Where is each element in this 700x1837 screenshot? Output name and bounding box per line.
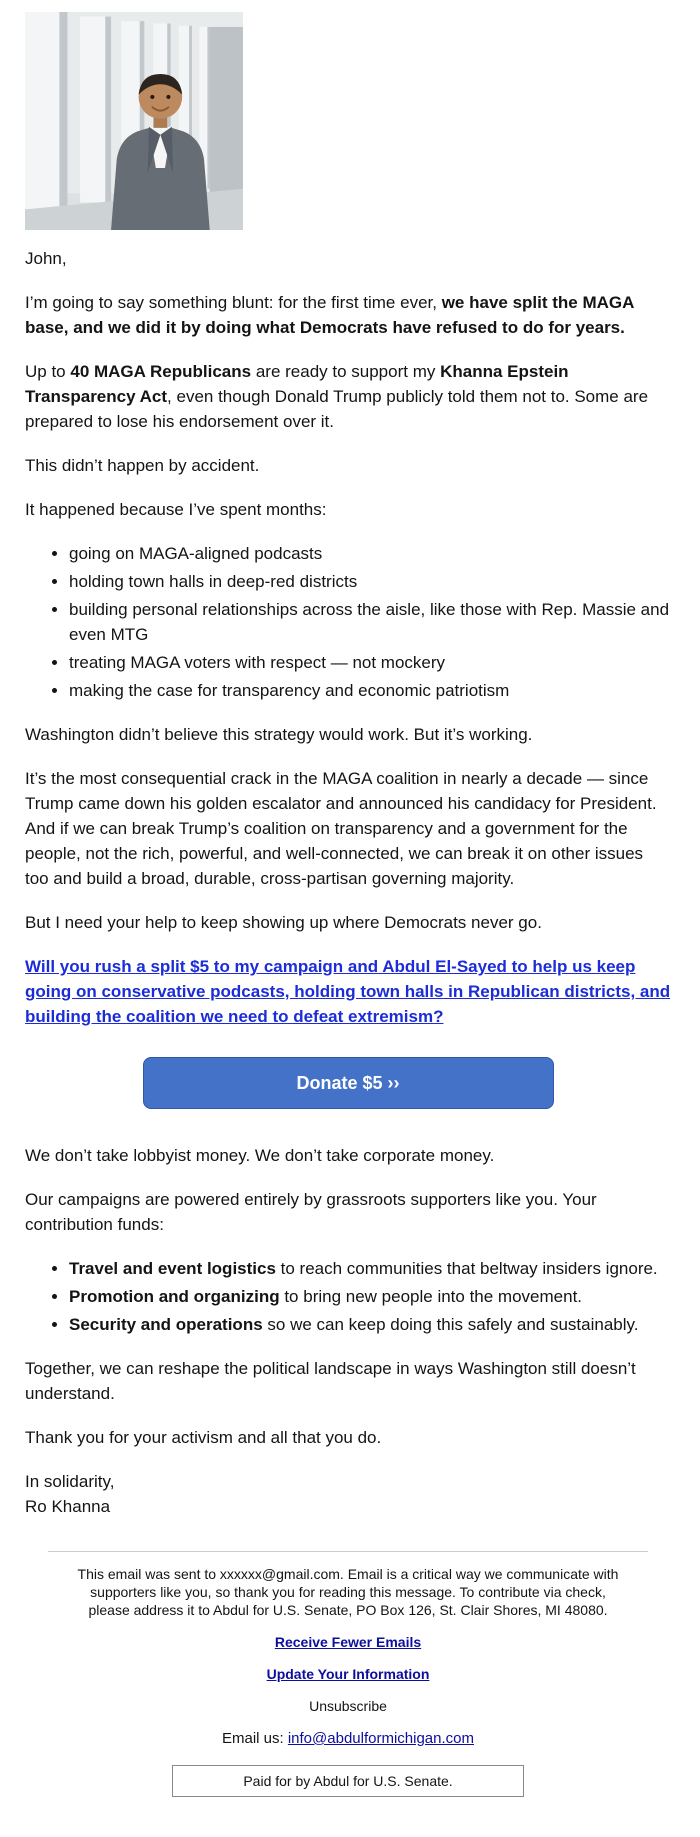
footer-link-row <box>48 1634 648 1651</box>
sender-photo <box>25 12 243 230</box>
donation-ask-link[interactable]: Will you rush a split $5 to my campaign and Abdul El-Sayed to help us keep going on conservative podcasts, holding town halls in Republican districts, and building the coalition we need to defeat extremism? <box>25 957 671 1026</box>
paragraph-accident: This didn’t happen by accident. <box>25 456 260 475</box>
paragraph-lobbyist: We don’t take lobbyist money. We don’t take corporate money. <box>25 1146 495 1165</box>
donate-button[interactable]: Donate $5 ›› <box>143 1057 554 1109</box>
paragraph-blunt <box>25 290 671 340</box>
text-segment: Up to <box>25 362 71 381</box>
list-item: • treating MAGA voters with respect — not mockery <box>69 650 671 675</box>
list-item: • building personal relationships across the aisle, like those with Rep. Massie and even MTG <box>69 597 671 647</box>
text-segment: Email us: <box>221 1730 288 1747</box>
text-segment: I’m going to say something blunt: for the first time ever, <box>25 293 442 312</box>
paragraph-help: But I need your help to keep showing up where Democrats never go. <box>25 913 542 932</box>
list-item <box>69 1284 671 1309</box>
paragraph-together: Together, we can reshape the political landscape in ways Washington still doesn’t understand. <box>25 1359 636 1403</box>
paragraph-thanks: Thank you for your activism and all that you do. <box>25 1428 382 1447</box>
text-segment: to reach communities that beltway insiders ignore. <box>275 1259 658 1278</box>
list-item: • making the case for transparency and economic patriotism <box>69 678 671 703</box>
signoff: In solidarity, <box>25 1472 115 1491</box>
paragraph-washington: Washington didn’t believe this strategy would work. But it’s working. <box>25 725 533 744</box>
text-segment: to bring new people into the movement. <box>279 1287 583 1306</box>
bold-text: Travel and event logistics <box>69 1259 276 1278</box>
list-item: • holding town halls in deep-red districts <box>69 569 671 594</box>
bold-text: we have split the MAGA base, and we did it by doing what Democrats have refused to do for years. <box>25 293 634 337</box>
paragraph-grassroots: Our campaigns are powered entirely by grassroots supporters like you. Your contribution funds: <box>25 1190 597 1234</box>
paragraph-donation-ask <box>25 954 671 1029</box>
greeting: John, <box>25 249 67 268</box>
list-item <box>69 1312 671 1337</box>
footer-link-row <box>48 1666 648 1683</box>
paid-for-disclaimer <box>172 1765 524 1797</box>
strategy-list <box>25 541 671 703</box>
receive-fewer-emails-link[interactable]: Receive Fewer Emails <box>274 1634 422 1650</box>
paragraph-months: It happened because I’ve spent months: <box>25 500 327 519</box>
list-item <box>69 1256 671 1281</box>
text-segment: so we can keep doing this safely and sustainably. <box>262 1315 639 1334</box>
text-segment: , even though Donald Trump publicly told them not to. Some are prepared to lose his endorsement over it. <box>25 387 649 431</box>
list-item: • going on MAGA-aligned podcasts <box>69 541 671 566</box>
donate-button-container <box>25 1057 671 1109</box>
paragraph-republicans <box>25 359 671 434</box>
text-segment: Paid for by Abdul for U.S. Senate. <box>243 1773 453 1789</box>
bold-text: Khanna Epstein Transparency Act <box>25 362 569 406</box>
contact-email-link[interactable]: info@abdulformichigan.com <box>287 1730 474 1747</box>
update-information-link[interactable]: Update Your Information <box>266 1666 430 1682</box>
footer-disclaimer: This email was sent to xxxxxx@gmail.com. Email is a critical way we communicate with supporters like you, so thank you for reading this message. To contribute via check, please address it to Abdul for U.S. Senate, PO Box 126, St. Clair Shores, MI 48080. <box>77 1566 619 1618</box>
sender-name: Ro Khanna <box>25 1497 111 1516</box>
bold-text: Security and operations <box>69 1315 263 1334</box>
bold-text: 40 MAGA Republicans <box>70 362 252 381</box>
email-us-line <box>48 1730 648 1748</box>
text-segment: are ready to support my <box>251 362 441 381</box>
portrait-illustration <box>25 12 243 230</box>
bold-text: Promotion and organizing <box>69 1287 280 1306</box>
unsubscribe-link[interactable]: Unsubscribe <box>309 1698 387 1714</box>
paragraph-crack: It’s the most consequential crack in the MAGA coalition in nearly a decade — since Trump came down his golden escalator and announced his candidacy for President. And if we can break Trump’s coalition on transparency and a government for the people, not the rich, powerful, and well-connected, we can break it on other issues too and build a broad, durable, cross-partisan governing majority. <box>25 769 657 888</box>
email-footer <box>48 1551 648 1797</box>
funds-list <box>25 1256 671 1337</box>
signature <box>25 1469 671 1519</box>
